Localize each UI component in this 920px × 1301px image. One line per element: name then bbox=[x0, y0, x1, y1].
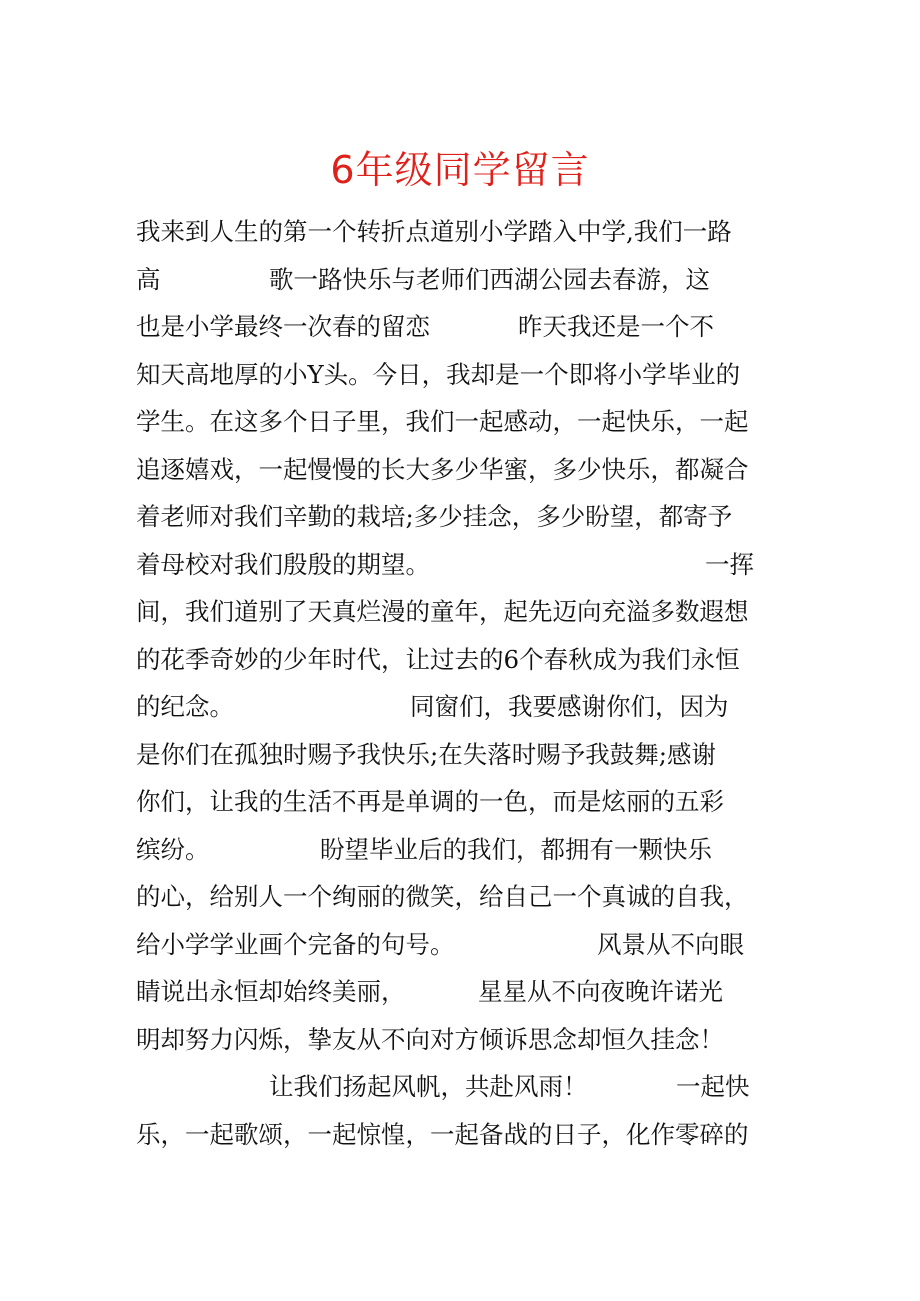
text-line bbox=[136, 398, 796, 446]
text-segment: 是你们在孤独时赐予我快乐;在失落时赐予我鼓舞;感谢 bbox=[136, 739, 717, 769]
text-segment: 一起快 bbox=[676, 1072, 750, 1101]
text-segment: 间，我们道别了天真烂漫的童年，起先迈向充溢多数遐想 bbox=[136, 597, 749, 626]
text-line bbox=[136, 1063, 796, 1111]
text-segment: 的心，给别人一个绚丽的微笑，给自己一个真诚的自我， bbox=[136, 882, 749, 911]
page-title: 6年级同学留言 bbox=[330, 148, 590, 192]
text-segment: 也是小学最终一次春的留恋 bbox=[136, 312, 430, 341]
text-line bbox=[136, 303, 796, 351]
text-line bbox=[136, 731, 796, 779]
text-line bbox=[136, 493, 796, 541]
text-line bbox=[136, 778, 796, 826]
text-segment: 追逐嬉戏，一起慢慢的长大多少华蜜，多少快乐，都凝合 bbox=[136, 454, 749, 484]
text-segment: 知天高地厚的小Y头。今日，我却是一个即将小学毕业的 bbox=[136, 359, 741, 389]
text-line bbox=[136, 921, 796, 969]
text-line bbox=[136, 208, 796, 256]
text-segment: 你们，让我的生活不再是单调的一色，而是炫丽的五彩 bbox=[136, 787, 724, 816]
text-segment: 着老师对我们辛勤的栽培;多少挂念，多少盼望，都寄予 bbox=[136, 502, 733, 531]
text-segment: 盼望毕业后的我们，都拥有一颗快乐 bbox=[320, 834, 712, 864]
text-segment: 着母校对我们殷殷的期望。 bbox=[136, 549, 430, 579]
text-segment: 昨天我还是一个不 bbox=[518, 312, 714, 341]
text-line bbox=[136, 541, 796, 589]
text-line bbox=[136, 1016, 796, 1064]
text-line bbox=[136, 351, 796, 399]
text-segment: 星星从不向夜晚许诺光 bbox=[478, 977, 723, 1006]
text-line bbox=[136, 256, 796, 304]
text-line bbox=[136, 636, 796, 684]
text-segment: 高 bbox=[136, 264, 161, 294]
text-line bbox=[136, 683, 796, 731]
text-segment: 一挥 bbox=[705, 549, 754, 579]
text-segment: 缤纷。 bbox=[136, 834, 210, 864]
body-text bbox=[136, 208, 796, 1158]
text-segment: 的花季奇妙的少年时代，让过去的6个春秋成为我们永恒 bbox=[136, 644, 740, 674]
text-segment: 风景从不向眼 bbox=[597, 929, 744, 959]
text-segment: 乐，一起歌颂，一起惊惶，一起备战的日子，化作零碎的 bbox=[136, 1119, 749, 1149]
text-line bbox=[136, 873, 796, 921]
text-line bbox=[136, 826, 796, 874]
text-segment: 睛说出永恒却始终美丽， bbox=[136, 977, 406, 1006]
text-line bbox=[136, 446, 796, 494]
text-segment: 学生。在这多个日子里，我们一起感动，一起快乐，一起 bbox=[136, 407, 749, 436]
text-segment: 歌一路快乐与老师们西湖公园去春游，这 bbox=[269, 264, 710, 294]
text-line bbox=[136, 968, 796, 1016]
text-segment: 给小学学业画个完备的句号。 bbox=[136, 929, 455, 959]
text-line bbox=[136, 588, 796, 636]
text-segment: 的纪念。 bbox=[136, 692, 234, 721]
text-segment: 让我们扬起风帆，共赴风雨！ bbox=[269, 1072, 588, 1101]
text-line bbox=[136, 1111, 796, 1159]
text-segment: 明却努力闪烁，挚友从不向对方倾诉思念却恒久挂念！ bbox=[136, 1024, 724, 1054]
text-segment: 我来到人生的第一个转折点道别小学踏入中学,我们一路 bbox=[136, 217, 732, 246]
text-segment: 同窗们，我要感谢你们，因为 bbox=[410, 692, 729, 721]
